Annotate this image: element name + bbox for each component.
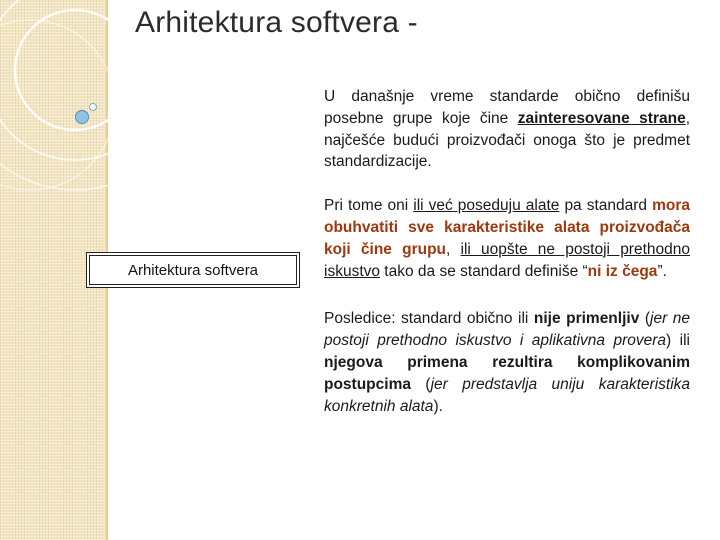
text-run: ).: [433, 397, 443, 415]
slide-title: Arhitektura softvera -: [135, 6, 418, 39]
underlined-run: ili već poseduju alate: [413, 197, 560, 215]
side-label-box: [89, 255, 297, 285]
italic-run: jer predstavlja uniju karakteristika konkretnih alata: [324, 375, 691, 415]
paragraph-2: [324, 195, 690, 282]
underlined-run: ili uopšte ne postoji prethodno iskustvo: [324, 240, 691, 280]
text-run: Posledice: standard obično ili: [324, 310, 534, 328]
text-run: ,: [446, 240, 461, 258]
text-run: tako da se standard definiše “: [380, 262, 588, 280]
text-run: (: [410, 375, 431, 393]
text-run: , najčešće budući proizvođači onoga što je predmet standardizacije.: [324, 109, 691, 171]
paragraph-1: [324, 86, 690, 173]
small-dot-icon: [90, 104, 97, 111]
highlight-run: ni iz čega: [587, 262, 658, 280]
paragraph-3: [324, 308, 690, 417]
side-label: Arhitektura softvera: [127, 261, 259, 279]
highlight-run: mora obuhvatiti sve karakteristike alata proizvođača koji čine grupu: [324, 197, 691, 258]
emphasis-run: zainteresovane strane: [517, 109, 686, 127]
text-run: (: [639, 310, 651, 328]
italic-run: jer ne postoji prethodno iskustvo i aplikativna provera: [324, 310, 690, 350]
text-run: pa standard: [559, 197, 653, 215]
text-run: Pri tome oni: [324, 197, 414, 215]
bold-run: nije primenljiv: [533, 310, 640, 328]
text-run: ) ili: [666, 332, 690, 350]
bold-run: njegova primena rezultira komplikovanim postupcima: [324, 353, 690, 393]
blue-dot-icon: [76, 111, 89, 124]
text-run: ”.: [657, 262, 667, 280]
content-body: [324, 86, 690, 439]
text-run: U današnje vreme standarde obično definišu posebne grupe koje čine: [324, 88, 690, 127]
